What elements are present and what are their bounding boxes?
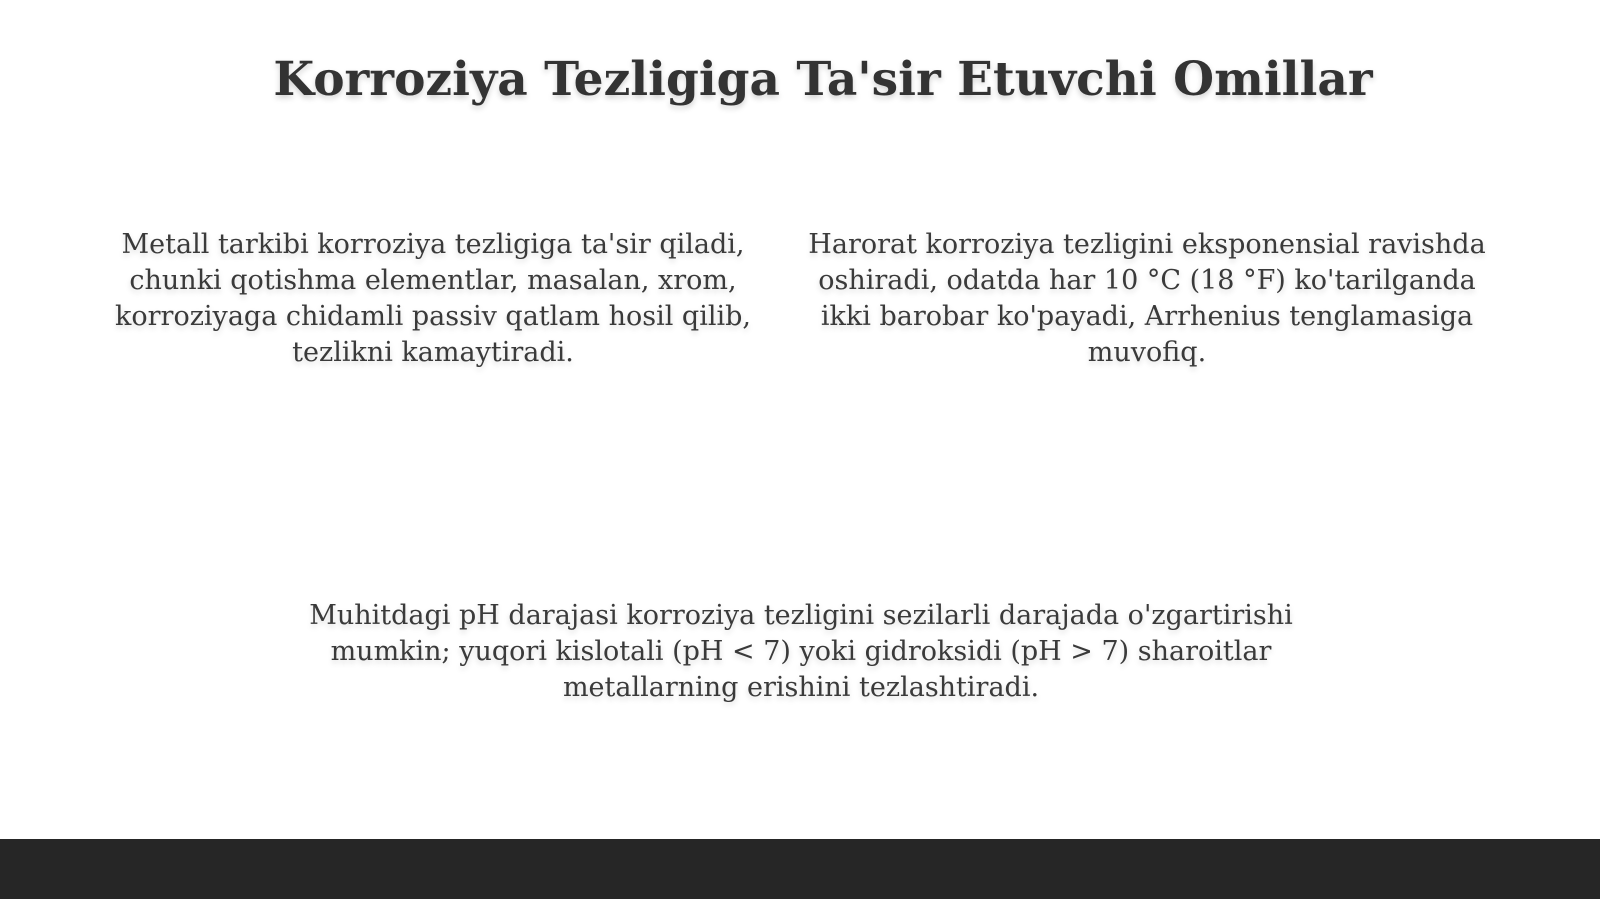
slide-title: Korroziya Tezligiga Ta'sir Etuvchi Omillar (273, 52, 1373, 107)
paragraph-metal-composition: Metall tarkibi korroziya tezligiga ta'sir qiladi, chunki qotishma elementlar, masalan, xrom, korroziyaga chidamli passiv qatlam hosil qilib, tezlikni kamaytiradi. (115, 229, 751, 368)
footer-bar (0, 839, 1600, 899)
paragraph-temperature: Harorat korroziya tezligini eksponensial ravishda oshiradi, odatda har 10 °C (18 °F) ko'tarilganda ikki barobar ko'payadi, Arrhenius tenglamasiga muvofiq. (808, 229, 1486, 368)
paragraph-ph-level: Muhitdagi pH darajasi korroziya tezligini sezilarli darajada o'zgartirishi mumkin; yuqori kislotali (pH < 7) yoki gidroksidi (pH > 7) sharoitlar metallarning erishini tezlashtiradi. (309, 600, 1293, 703)
